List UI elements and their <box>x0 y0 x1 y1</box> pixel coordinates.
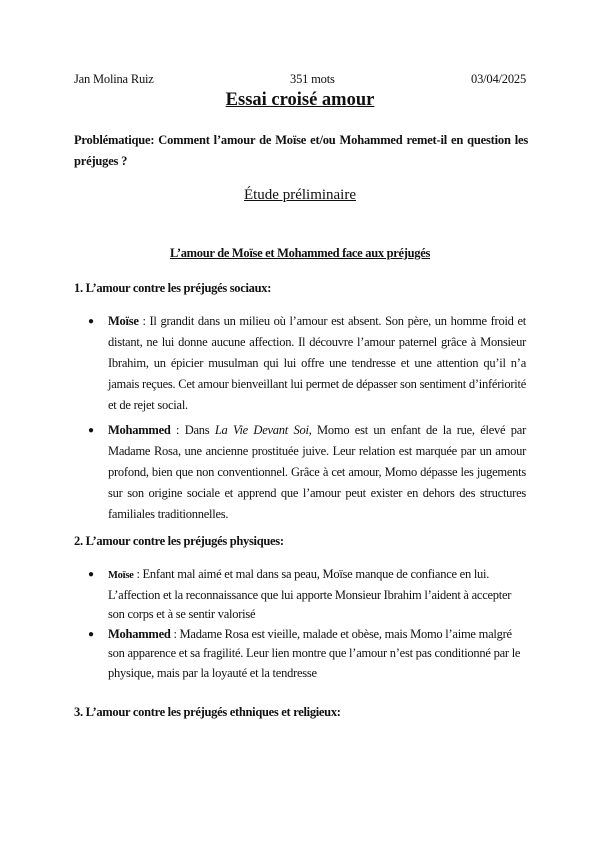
bullet-icon: ● <box>88 316 94 327</box>
item-text: : Il grandit dans un milieu où l’amour est absent. Son père, un homme froid et distant, ne lui donne aucune affection. Il découvre l’amour paternel grâce à Monsieur Ibrahim, un épicier musulman qui lui offre une tendresse et une attention qu’il n’a jamais reçues. Cet amour bienveillant lui permet de dépasser son sentiment d’infériorité et de rejet social. <box>108 314 526 412</box>
bullet-icon: ● <box>88 425 94 436</box>
list-item <box>84 311 526 416</box>
item-name: Mohammed <box>108 626 171 641</box>
heading-ethnic-religious-prejudices: 3. L’amour contre les préjugés ethniques et religieux: <box>74 705 341 719</box>
problem-statement: Problématique: Comment l’amour de Moïse et/ou Mohammed remet-il en question les préjuges ? <box>74 133 528 168</box>
bullet-icon: ● <box>88 628 94 640</box>
heading-social-prejudices: 1. L’amour contre les préjugés sociaux: <box>74 281 272 295</box>
document-date: 03/04/2025 <box>471 72 526 86</box>
word-count: 351 mots <box>290 72 335 86</box>
list-physical-prejudices <box>84 565 526 683</box>
heading-physical-prejudices: 2. L’amour contre les préjugés physiques: <box>74 534 284 548</box>
list-social-prejudices <box>84 311 526 525</box>
subtitle: Étude préliminaire <box>243 187 357 203</box>
item-name: Moïse <box>108 314 139 328</box>
list-item <box>84 420 526 525</box>
author-name: Jan Molina Ruiz <box>74 72 154 86</box>
bullet-icon: ● <box>88 569 94 580</box>
item-text: : Madame Rosa est vieille, malade et obèse, mais Momo l’aime malgré son apparence et sa fragilité. Leur lien montre que l’amour n’est pas conditionné par le physique, mais par la loyauté et la tendresse <box>108 626 521 680</box>
item-text: , Momo est un enfant de la rue, élevé par Madame Rosa, une ancienne prostituée juive. Leur relation est marquée par un amour profond, bien que non conventionnel. Grâce à cet amour, Momo dépasse les jugements sur son origine sociale et apprend que l’amour peut exister en dehors des structures familiales traditionnelles. <box>108 423 527 521</box>
item-text: : Enfant mal aimé et mal dans sa peau, Moïse manque de confiance en lui. L’affection et la reconnaissance que lui apporte Monsieur Ibrahim l’aident à accepter son corps et à se sentir valorisé <box>108 567 512 621</box>
list-item <box>84 565 526 625</box>
item-name: Mohammed <box>108 423 171 437</box>
list-item <box>84 625 526 684</box>
section-title: L’amour de Moïse et Mohammed face aux préjugés <box>169 246 431 260</box>
item-name: Moïse <box>108 570 134 581</box>
document-title: Essai croisé amour <box>225 90 375 110</box>
item-text-before: : Dans <box>170 423 215 437</box>
book-title: La Vie Devant Soi <box>214 423 309 437</box>
page-header <box>74 72 526 87</box>
